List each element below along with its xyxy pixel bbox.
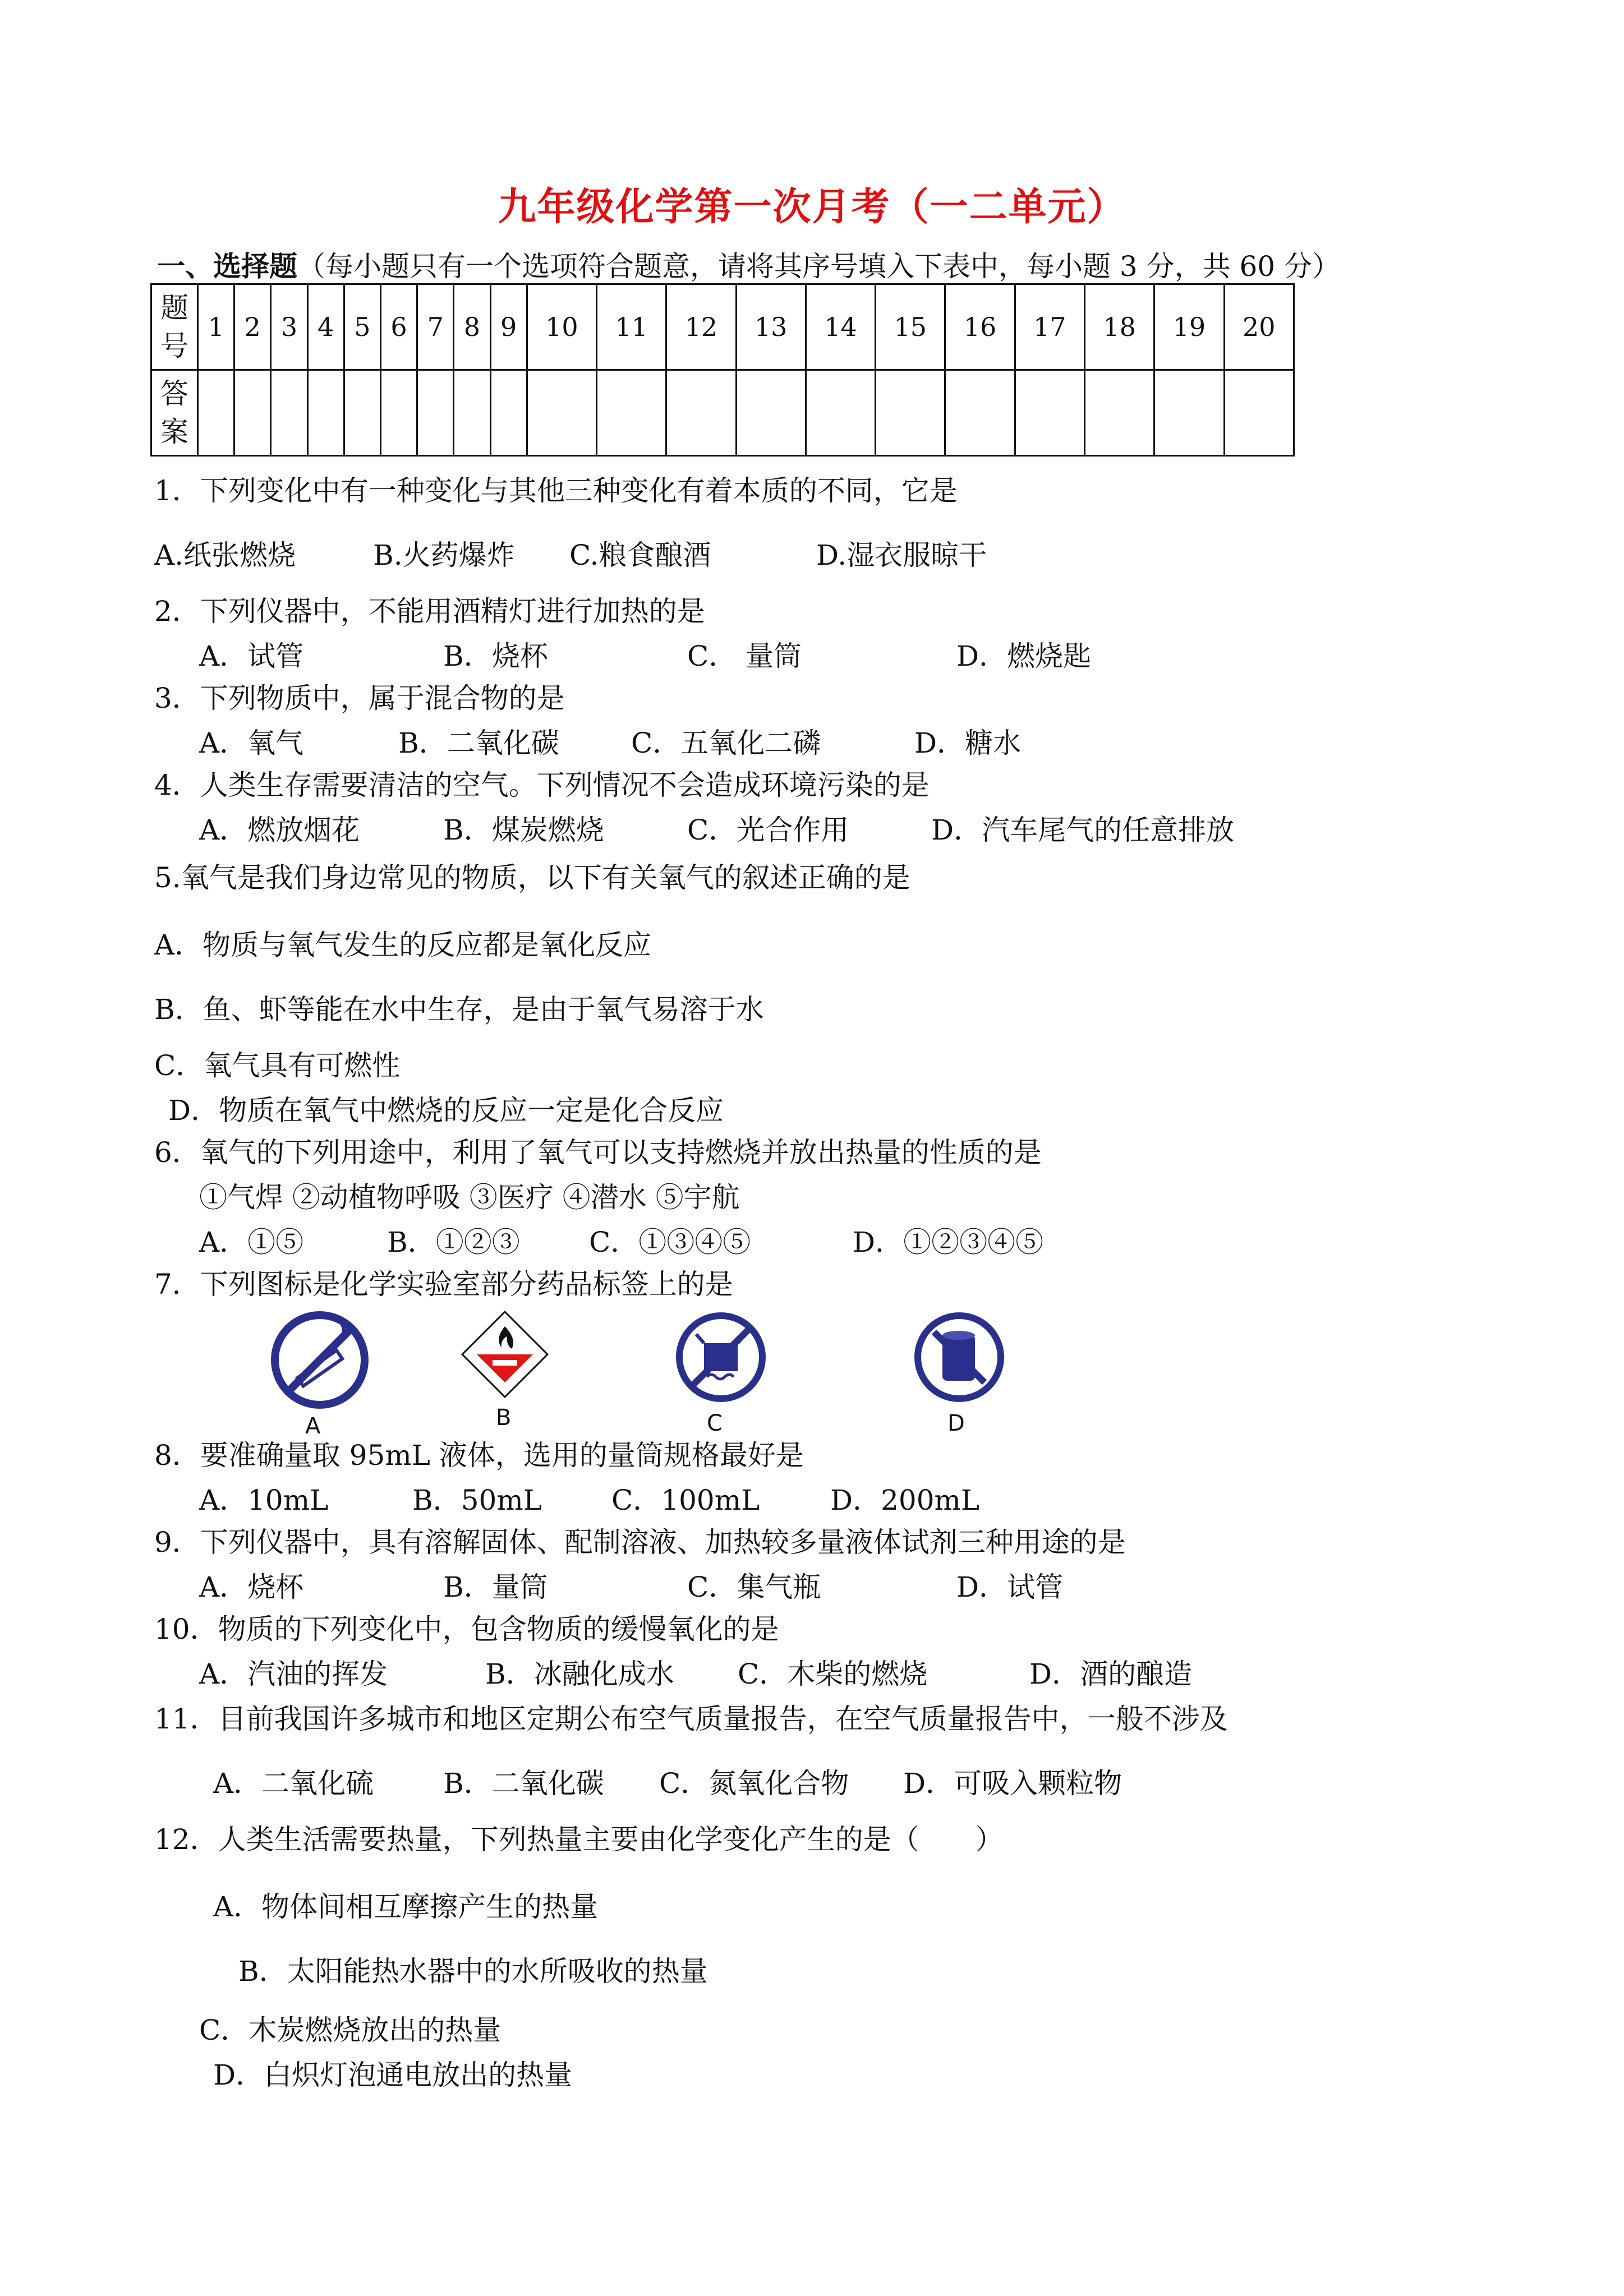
- question-11-stem: 11．目前我国许多城市和地区定期公布空气质量报告，在空气质量报告中，一般不涉及: [154, 1703, 1228, 1735]
- number-cell: 8: [454, 284, 490, 370]
- answer-cell[interactable]: [490, 370, 527, 456]
- option-d: D．酒的酿造: [1029, 1658, 1193, 1690]
- option-c: C.粮食酿酒: [569, 539, 711, 571]
- number-cell: 6: [380, 284, 417, 370]
- answer-cell[interactable]: [380, 370, 417, 456]
- option-a: A．试管: [199, 640, 304, 672]
- answer-cell[interactable]: [198, 370, 234, 456]
- number-cell: 10: [527, 284, 596, 370]
- number-cell: 15: [876, 284, 945, 370]
- answer-cell[interactable]: [1084, 370, 1154, 456]
- answer-cell[interactable]: [271, 370, 307, 456]
- number-cell: 20: [1224, 284, 1294, 370]
- answer-table: [150, 283, 1295, 457]
- sign-d: [912, 1310, 1007, 1436]
- question-5-option-b: B．鱼、虾等能在水中生存，是由于氧气易溶于水: [154, 993, 764, 1026]
- sign-d-label: D: [947, 1410, 965, 1436]
- question-1-stem: 1．下列变化中有一种变化与其他三种变化有着本质的不同，它是: [154, 474, 958, 507]
- option-d: D．糖水: [914, 727, 1022, 759]
- question-12-option-d: D．白炽灯泡通电放出的热量: [213, 2059, 573, 2091]
- section-title: 一、选择题: [157, 250, 297, 283]
- answer-cell[interactable]: [307, 370, 344, 456]
- option-c: C．氮氧化合物: [659, 1767, 849, 1800]
- option-d: D．①②③④⑤: [853, 1226, 1044, 1258]
- question-5-option-c: C．氧气具有可燃性: [154, 1049, 401, 1082]
- option-c: C．五氧化二磷: [631, 727, 821, 759]
- option-c: C．100mL: [611, 1484, 760, 1516]
- answer-cell[interactable]: [1015, 370, 1084, 456]
- number-cell: 14: [806, 284, 875, 370]
- answer-cell[interactable]: [666, 370, 736, 456]
- option-a: A．烧杯: [199, 1571, 304, 1603]
- answer-cell[interactable]: [417, 370, 454, 456]
- sign-c: [673, 1310, 769, 1436]
- option-b: B．50mL: [412, 1484, 542, 1516]
- question-8-stem: 8．要准确量取 95mL 液体，选用的量筒规格最好是: [154, 1439, 804, 1472]
- question-12-option-c: C．木炭燃烧放出的热量: [199, 2014, 502, 2046]
- question-5-option-a: A．物质与氧气发生的反应都是氧化反应: [154, 929, 652, 961]
- question-7-stem: 7．下列图标是化学实验室部分药品标签上的是: [154, 1268, 733, 1301]
- number-cell: 5: [344, 284, 380, 370]
- option-a: A．二氧化硫: [213, 1767, 374, 1800]
- question-10-stem: 10．物质的下列变化中，包含物质的缓慢氧化的是: [154, 1613, 779, 1645]
- option-b: B．二氧化碳: [398, 727, 559, 759]
- question-6-stem: 6．氧气的下列用途中，利用了氧气可以支持燃烧并放出热量的性质的是: [154, 1136, 1042, 1169]
- number-cell: 19: [1154, 284, 1224, 370]
- option-a: A．燃放烟花: [199, 814, 360, 846]
- option-d: D.湿衣服晾干: [816, 539, 987, 571]
- no-barrel-sign-icon: [912, 1310, 1007, 1405]
- question-2-stem: 2．下列仪器中，不能用酒精灯进行加热的是: [154, 595, 705, 628]
- question-4-stem: 4．人类生存需要清洁的空气。下列情况不会造成环境污染的是: [154, 769, 930, 801]
- option-c: C．集气瓶: [687, 1571, 821, 1603]
- question-7-sign-group: [258, 1310, 1055, 1455]
- option-a: A.纸张燃烧: [154, 539, 296, 571]
- option-a: A．汽油的挥发: [199, 1658, 388, 1690]
- option-c: C．①③④⑤: [589, 1226, 751, 1258]
- option-a: A．①⑤: [199, 1226, 304, 1258]
- row-head-answer: 答 案: [151, 370, 198, 456]
- answer-cell[interactable]: [234, 370, 271, 456]
- option-a: A．氧气: [199, 727, 304, 759]
- option-d: D．200mL: [830, 1484, 980, 1516]
- number-cell: 16: [945, 284, 1015, 370]
- number-cell: 1: [198, 284, 234, 370]
- option-b: B．量筒: [443, 1571, 548, 1603]
- option-b: B．煤炭燃烧: [443, 814, 604, 846]
- question-12-option-b: B．太阳能热水器中的水所吸收的热量: [238, 1955, 708, 1988]
- question-5-option-d: D．物质在氧气中燃烧的反应一定是化合反应: [168, 1094, 724, 1127]
- answer-cell[interactable]: [736, 370, 806, 456]
- number-cell: 13: [736, 284, 806, 370]
- no-washing-sign-icon: [673, 1310, 769, 1405]
- option-d: D．可吸入颗粒物: [903, 1767, 1122, 1800]
- number-cell: 11: [596, 284, 666, 370]
- answer-cell[interactable]: [806, 370, 875, 456]
- sign-b: [460, 1310, 550, 1431]
- option-b: B.火药爆炸: [373, 539, 515, 571]
- option-d: D．燃烧匙: [956, 640, 1092, 672]
- option-b: B．①②③: [387, 1226, 520, 1258]
- number-cell: 12: [666, 284, 736, 370]
- question-12-option-a: A．物体间相互摩擦产生的热量: [213, 1891, 599, 1923]
- option-b: B．冰融化成水: [485, 1658, 674, 1690]
- row-head-number: 题 号: [151, 284, 198, 370]
- question-9-stem: 9．下列仪器中，具有溶解固体、配制溶液、加热较多量液体试剂三种用途的是: [154, 1526, 1126, 1559]
- answer-cell[interactable]: [1224, 370, 1294, 456]
- sign-a: [269, 1310, 370, 1439]
- number-cell: 4: [307, 284, 344, 370]
- question-12-stem: 12．人类生活需要热量，下列热量主要由化学变化产生的是（ ）: [154, 1823, 1004, 1856]
- section-heading: [157, 244, 1340, 284]
- sign-c-label: C: [707, 1410, 723, 1436]
- answer-cell[interactable]: [945, 370, 1015, 456]
- option-c: C．木柴的燃烧: [738, 1658, 928, 1690]
- option-d: D．汽车尾气的任意排放: [931, 814, 1235, 846]
- answer-cell[interactable]: [596, 370, 666, 456]
- answer-table-answer-row: [151, 370, 1294, 456]
- question-6-uses: ①气焊 ②动植物呼吸 ③医疗 ④潜水 ⑤宇航: [199, 1181, 740, 1214]
- number-cell: 3: [271, 284, 307, 370]
- answer-cell[interactable]: [1154, 370, 1224, 456]
- section-note: （每小题只有一个选项符合题意，请将其序号填入下表中，每小题 3 分，共 60 分）: [297, 250, 1341, 283]
- option-b: B．二氧化碳: [443, 1767, 604, 1800]
- option-a: A．10mL: [199, 1484, 329, 1516]
- number-cell: 9: [490, 284, 527, 370]
- sign-b-label: B: [496, 1405, 512, 1431]
- page-title: 九年级化学第一次月考（一二单元）: [498, 185, 1126, 229]
- number-cell: 7: [417, 284, 454, 370]
- number-cell: 2: [234, 284, 271, 370]
- option-c: C． 量筒: [687, 640, 802, 672]
- answer-cell[interactable]: [527, 370, 596, 456]
- option-b: B．烧杯: [443, 640, 548, 672]
- sign-a-label: A: [305, 1413, 321, 1439]
- option-d: D．试管: [956, 1571, 1064, 1603]
- option-c: C．光合作用: [687, 814, 849, 846]
- number-cell: 18: [1084, 284, 1154, 370]
- answer-cell[interactable]: [344, 370, 380, 456]
- answer-table-number-row: [151, 284, 1294, 370]
- answer-cell[interactable]: [876, 370, 945, 456]
- number-cell: 17: [1015, 284, 1084, 370]
- question-3-stem: 3．下列物质中，属于混合物的是: [154, 682, 565, 714]
- flammable-diamond-sign-icon: [460, 1310, 550, 1399]
- answer-cell[interactable]: [454, 370, 490, 456]
- no-smoking-sign-icon: [269, 1310, 370, 1410]
- question-5-stem: 5.氧气是我们身边常见的物质，以下有关氧气的叙述正确的是: [154, 861, 910, 894]
